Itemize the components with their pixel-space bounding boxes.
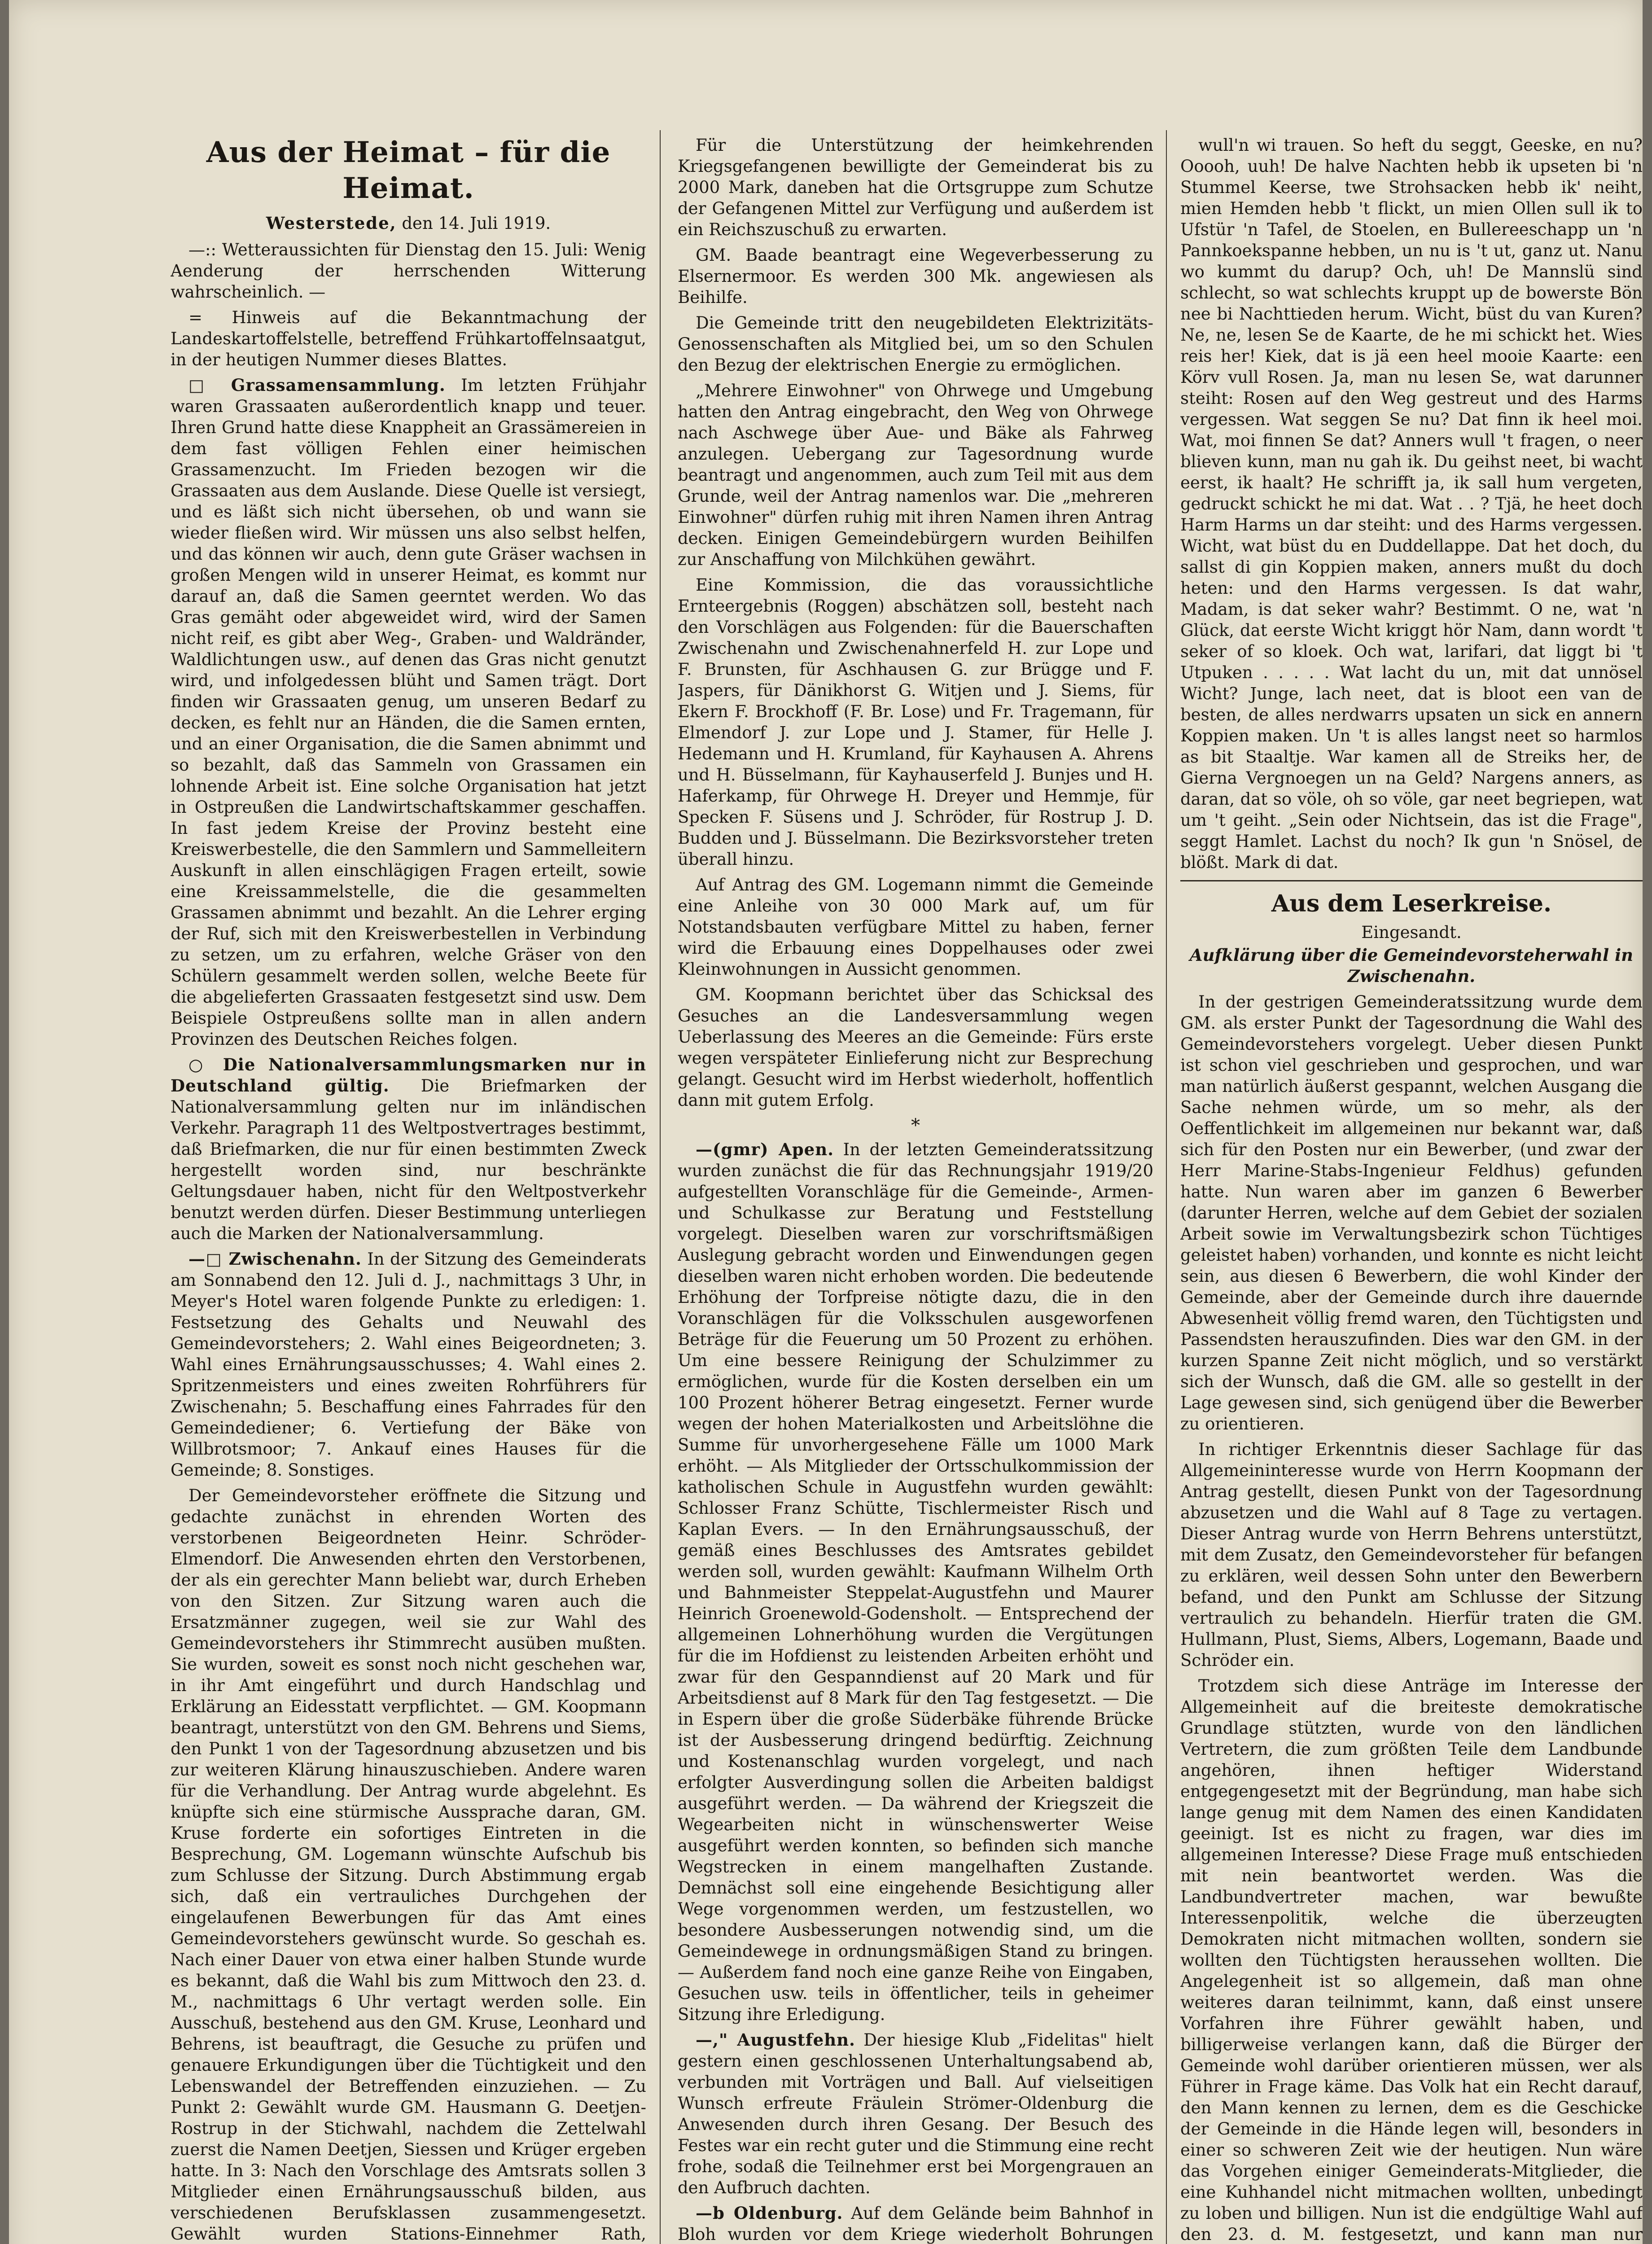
article-text: In der Sitzung des Gemeinderats am Sonnabend den 12. Juli d. J., nachmittags 3 Uhr, in Meyer's Hotel waren folgende Punkte zu erledigen: 1. Festsetzung des Gehalts und Neuwahl des Gemeindevorstehers; 2. Wahl eines Beigeordneten; 3. Wahl eines Ernährungsausschusses; 4. Wahl eines 2. Spritzenmeisters und eines zweiten Rohrführers für Zwischenahn; 5. Beschaffung eines Fahrrades für den Gemeindediener; 6. Vertiefung der Bäke von Willbrotsmoor; 7. Ankauf eines Hauses für die Gemeinde; 8. Sonstiges.: [171, 1249, 646, 1480]
article-paragraph: Für die Unterstützung der heimkehrenden Kriegsgefangenen bewilligte der Gemeinderat bis zu 2000 Mark, daneben hat die Ortsgruppe zum Schutze der Gefangenen Mittel zur Verfügung und außerdem ist ein Reichszuschuß zu erwarten.: [678, 136, 1153, 239]
article-paragraph: [171, 1054, 646, 1244]
column-rule: [1166, 130, 1167, 2244]
article-paragraph: „Mehrere Einwohner" von Ohrwege und Umgebung hatten den Antrag eingebracht, den Weg von Ohrwege nach Aschwege über Aue- und Bäke als Fahrweg anzulegen. Uebergang zur Tagesordnung wurde beantragt und angenommen, auch zum Teil mit aus dem Grunde, weil der Antrag namenlos war. Die „mehreren Einwohner" dürfen ruhig mit ihren Namen ihren Antrag decken. Einigen Gemeindebürgern wurden Beihilfen zur Anschaffung von Milchkühen gewährt.: [678, 381, 1153, 569]
article-paragraph: —:: Wetteraussichten für Dienstag den 15. Juli: Wenig Aenderung der herrschenden Witterung wahrscheinlich. —: [171, 240, 646, 302]
newspaper-page: [9, 0, 1643, 2244]
article-headline: Aufklärung über die Gemeindevorsteherwahl in Zwischenahn.: [1189, 945, 1634, 986]
article-text: Der hiesige Klub „Fidelitas" hielt gestern einen geschlossenen Unterhaltungsabend ab, verbunden mit Vorträgen und Ball. Auf vielseitigen Wunsch erfreute Fräulein Strömer-Oldenburg die Anwesenden durch ihren Gesang. Der Besuch des Festes war ein recht guter und die Stimmung eine recht frohe, sodaß die Teilnehmer erst bei Morgengrauen an den Aufbruch dachten.: [678, 2030, 1153, 2197]
column-1: [171, 135, 646, 2244]
article-paragraph: [678, 2203, 1153, 2244]
article-text: Auf dem Gelände beim Bahnhof in Bloh wurden vor dem Kriege wiederholt Bohrungen: [678, 2204, 1153, 2244]
article-headline: □ Grassamensammlung.: [188, 375, 446, 395]
article-paragraph: GM. Koopmann berichtet über das Schicksal des Gesuches an die Landesversammlung wegen Ueberlassung des Meeres an die Gemeinde: Fürs erste wegen verspäteter Einlieferung nicht zur Besprechung gelangt. Gesucht wird im Herbst wiederholt, hoffentlich dann mit gutem Erfolg.: [678, 985, 1153, 1110]
article-headline: —," Augustfehn.: [696, 2030, 855, 2050]
article-paragraph: Die Gemeinde tritt den neugebildeten Elektrizitäts-Genossenschaften als Mitglied bei, um so den Schulen den Bezug der elektrischen Energie zu ermöglichen.: [678, 313, 1153, 375]
article-paragraph: In richtiger Erkenntnis dieser Sachlage für das Allgemeininteresse wurde von Herrn Koopmann der Antrag gestellt, diesen Punkt von der Tagesordnung abzusetzen und die Wahl auf 8 Tage zu vertagen. Dieser Antrag wurde von Herrn Behrens unterstützt, mit dem Zusatz, den Gemeindevorsteher für befangen zu erklären, weil dessen Sohn unter den Bewerbern befand, und den Punkt am Schlusse der Sitzung vertraulich zu behandeln. Hierfür traten die GM. Hullmann, Plust, Siems, Albers, Logemann, Baade und Schröder ein.: [1180, 1440, 1643, 1670]
article-paragraph: [171, 375, 646, 1050]
article-paragraph: Der Gemeindevorsteher eröffnete die Sitzung und gedachte zunächst in ehrenden Worten des verstorbenen Beigeordneten Heinr. Schröder-Elmendorf. Die Anwesenden ehrten den Verstorbenen, der als ein gerechter Mann beliebt war, durch Erheben von den Sitzen. Zur Sitzung waren auch die Ersatzmänner zugegen, weil sie zur Wahl des Gemeindevorstehers ihr Stimmrecht ausüben mußten. Sie wurden, soweit es sonst noch nicht geschehen war, in ihr Amt eingeführt und durch Handschlag und Erklärung an Eidesstatt verpflichtet. — GM. Koopmann beantragt, unterstützt von den GM. Behrens und Siems, den Punkt 1 von der Tagesordnung abzusetzen und bis zur weiteren Klärung hinauszuschieben. Andere waren für die Verhandlung. Der Antrag wurde abgelehnt. Es knüpfte sich eine stürmische Aussprache daran, GM. Kruse forderte ein sofortiges Eintreten in die Besprechung, GM. Logemann wünschte Aufschub bis zum Schlusse der Sitzung. Durch Abstimmung ergab sich, daß ein vertrauliches Durchgehen der eingelaufenen Bewerbungen für das Amt eines Gemeindevorstehers gewünscht wurde. So geschah es. Nach einer Dauer von etwa einer halben Stunde wurde es bekannt, daß die Wahl bis zum Mittwoch den 23. d. M., nachmittags 6 Uhr vertagt werden solle. Ein Ausschuß, bestehend aus den GM. Kruse, Leonhard und Behrens, ist beauftragt, die Gesuche zu prüfen und genauere Erkundigungen über die Tüchtigkeit und den Lebenswandel der Betreffenden einzuziehen. — Zu Punkt 2: Gewählt wurde GM. Hausmann G. Deetjen-Rostrup in der Stichwahl, nachdem die Zettelwahl zuerst die Namen Deetjen, Siessen und Krüger ergeben hatte. In 3: Nach den Vorschlage des Amtsrats sollen 3 Mitglieder einen Ernährungsausschuß bilden, aus verschiedenen Berufsklassen zusammengesetzt. Gewählt wurden Stations-Einnehmer Rath,: [171, 1486, 646, 2244]
article-text: Die Briefmarken der Nationalversammlung gelten nur im inländischen Verkehr. Paragraph 11 des Weltpostvertrages bestimmt, daß Briefmarken, die nur für einen bestimmten Zweck hergestellt worden sind, nur beschränkte Geltungsdauer haben, nicht für den Weltpostverkehr benutzt werden dürfen. Dieser Bestimmung unterliegen auch die Marken der Nationalversammlung.: [171, 1076, 646, 1243]
article-headline: —□ Zwischenahn.: [188, 1249, 362, 1269]
article-text: Im letzten Frühjahr waren Grassaaten außerordentlich knapp und teuer. Ihren Grund hatte diese Knappheit an Grassämereien in dem fast völligen Fehlen einer heimischen Grassamenzucht. Im Frieden bezogen wir die Grassaaten aus dem Auslande. Diese Quelle ist versiegt, und es läßt sich nicht übersehen, ob und wann sie wieder fließen wird. Wir müssen uns also selbst helfen, und das können wir auch, denn gute Gräser wachsen in großen Mengen wild in unserer Heimat, es kommt nur darauf an, daß die Samen geerntet werden. Wo das Gras gemäht oder abgeweidet wird, wird der Samen nicht reif, es gibt aber Weg-, Graben- und Waldränder, Waldlichtungen usw., auf denen das Gras nicht genutzt wird, und infolgedessen blüht und Samen trägt. Dort finden wir Grassaaten genug, um unseren Bedarf zu decken, es fehlt nur an Händen, die die Samen ernten, und an einer Organisation, die die Samen abnimmt und so bezahlt, daß das Sammeln von Grassamen ein lohnende Arbeit ist. Eine solche Organisation hat jetzt in Ostpreußen die Landwirtschaftskammer geschaffen. In fast jedem Kreise der Provinz besteht eine Kreiswerbestelle, die den Sammlern und Sammelleitern Auskunft in allen einschlägigen Fragen erteilt, sowie eine Kreissammelstelle, die die gesammelten Grassamen abnimmt und bezahlt. An die Lehrer erging der Ruf, sich mit den Kreiswerbestellen in Verbindung zu setzen, um zu erfahren, welche Gräser von den Schülern gesammelt werden sollen, welche Beete für die abgelieferten Grassaaten festgesetzt sind usw. Dem Beispiele Ostpreußens sollte man in allen andern Provinzen des Deutschen Reiches folgen.: [171, 376, 646, 1049]
section-divider: [1180, 880, 1643, 881]
section-masthead: Aus der Heimat – für die Heimat.: [206, 136, 611, 205]
column-rule: [660, 130, 661, 2244]
article-paragraph: [678, 2029, 1153, 2198]
article-paragraph: [678, 1139, 1153, 2025]
article-paragraph: In der gestrigen Gemeinderatssitzung wurde dem GM. als erster Punkt der Tagesordnung die Wahl des Gemeindevorstehers vorgelegt. Ueber diesen Punkt ist schon viel geschrieben und gesprochen, und war man natürlich äußerst gespannt, welchen Ausgang die Sache nehmen würde, um so mehr, als der Oeffentlichkeit im allgemeinen nur bekannt war, daß sich für den Posten nur ein Bewerber, (und zwar der Herr Marine-Stabs-Ingenieur Feldhus) gefunden hatte. Nun waren aber im ganzen 6 Bewerber (darunter Herren, welche auf dem Gebiet der sozialen Arbeit sowie im Verwaltungsbezirk schon Tüchtiges geleistet haben) vorhanden, und konnte es nicht leicht sein, aus diesen 6 Bewerbern, die wohl Kinder der Gemeinde, aber der Gemeinde durch ihre dauernde Abwesenheit völlig fremd waren, den Tüchtigsten und Passendsten herauszufinden. Dies war den GM. in der kurzen Spanne Zeit nicht möglich, und so verstärkt sich der Wunsch, daß die GM. alle so gestellt in der Lage gewesen sind, sich genügend über die Bewerber zu orientieren.: [1180, 992, 1643, 1433]
eingesandt-label: Eingesandt.: [1361, 923, 1462, 942]
dateline-date: den 14. Juli 1919.: [402, 214, 551, 233]
article-paragraph: Auf Antrag des GM. Logemann nimmt die Gemeinde eine Anleihe von 30 000 Mark auf, um für Notstandsbauten verfügbare Mittel zu haben, ferner wird die Erbauung eines Doppelhauses oder zwei Kleinwohnungen in Aussicht genommen.: [678, 875, 1153, 979]
article-paragraph: = Hinweis auf die Bekanntmachung der Landeskartoffelstelle, betreffend Frühkartoffelnsaatgut, in der heutigen Nummer dieses Blattes.: [171, 308, 646, 369]
article-headline: —(gmr) Apen.: [696, 1140, 834, 1159]
article-paragraph: GM. Baade beantragt eine Wegeverbesserung zu Elsernermoor. Es werden 300 Mk. angewiesen als Beihilfe.: [678, 245, 1153, 307]
dateline-place: Westerstede,: [266, 213, 397, 233]
article-headline: —b Oldenburg.: [696, 2203, 843, 2223]
article-text: In der letzten Gemeinderatssitzung wurden zunächst die für das Rechnungsjahr 1919/20 aufgestellten Voranschläge für die Gemeinde-, Armen- und Schulkasse zur Beratung und Feststellung vorgelegt. Dieselben waren zur vorschriftsmäßigen Auslegung gebracht worden und Einwendungen gegen dieselben waren nicht erhoben worden. Die bedeutende Erhöhung der Torfpreise nötigte dazu, die in den Voranschlägen für die Volksschulen ausgeworfenen Beträge für die Feuerung um 50 Prozent zu erhöhen. Um eine bessere Reinigung der Schulzimmer zu ermöglichen, wurde für die Kosten derselben ein um 100 Prozent höherer Betrag eingesetzt. Ferner wurde wegen der hohen Materialkosten und Arbeitslöhne die Summe für unvorhergesehene Fälle um 1000 Mark erhöht. — Als Mitglieder der Ortsschulkommission der katholischen Schule in Augustfehn wurden gewählt: Schlosser Franz Schütte, Tischlermeister Risch und Kaplan Evers. — In den Ernährungsausschuß, der gemäß eines Beschlusses des Amtsrates gebildet werden soll, wurden gewählt: Kaufmann Wilhelm Orth und Bahnmeister Steppelat-Augustfehn und Maurer Heinrich Groenewold-Godensholt. — Entsprechend der allgemeinen Lohnerhöhung wurden die Vergütungen für die im Hofdienst zu leistenden Arbeiten erhöht und zwar für den Gespanndienst auf 20 Mark und für Arbeitsdienst auf 8 Mark für den Tag festgesetzt. — Die in Espern über die große Süderbäke führende Brücke ist der Ausbesserung dringend bedürftig. Zeichnung und Kostenanschlag wurden vorgelegt, und nach erfolgter Ausverdingung sollen die Arbeiten baldigst ausgeführt werden. — Da während der Kriegszeit die Wegearbeiten nicht in wünschenswerter Weise ausgeführt werden konnten, so befinden sich manche Wegstrecken in einem mangelhaften Zustande. Demnächst soll eine eingehende Besichtigung aller Wege vorgenommen werden, um festzustellen, wo besondere Ausbesserungen notwendig sind, um die Gemeindewege in ordnungsmäßigen Stand zu bringen. — Außerdem fand noch eine ganze Reihe von Eingaben, Gesuchen usw. teils in öffentlicher, teils in geheimer Sitzung ihre Erledigung.: [678, 1140, 1153, 2024]
article-paragraph: Eine Kommission, die das voraussichtliche Ernteergebnis (Roggen) abschätzen soll, besteht nach den Vorschlägen aus Folgenden: für die Bauerschaften Zwischenahn und Zwischenahnerfeld H. zur Lope und F. Brunsten, für Aschhausen G. zur Brügge und F. Jaspers, für Dänikhorst G. Witjen und J. Siems, für Ekern F. Brockhoff (F. Br. Lose) und Fr. Tragemann, für Elmendorf J. zur Lope und J. Stamer, für Helle J. Hedemann und H. Krumland, für Kayhausen A. Ahrens und H. Büsselmann, für Kayhauserfeld J. Bunjes und H. Haferkamp, für Ohrwege H. Dreyer und Hemmje, für Specken F. Süsens und J. Schröder, für Rostrup J. D. Budden und J. Büsselmann. Die Bezirksvorsteher treten überall hinzu.: [678, 575, 1153, 869]
section-separator: *: [911, 1115, 920, 1136]
dateline: [171, 213, 646, 234]
article-paragraph: Trotzdem sich diese Anträge im Interesse der Allgemeinheit auf die breiteste demokratische Grundlage stützten, wurde von den ländlichen Vertretern, die zum größten Teile dem Landbunde angehören, ihnen heftiger Widerstand entgegengesetzt mit der Begründung, man habe sich lange genug mit dem Namen des einen Kandidaten geeinigt. Ist es nicht zu fragen, war dies im allgemeinen Interesse? Diese Frage muß entschieden mit nein beantwortet werden. Was die Landbundvertreter machen, war bewußte Interessenpolitik, welche die überzeugten Demokraten nicht mitmachen wollten, sondern sie wollten den Tüchtigsten heraussehen wollten. Die Angelegenheit ist so allgemein, daß man ohne weiteres daran teilnimmt, kann, daß einst unsere Vorfahren ihre Führer gewählt haben, und billigerweise verlangen kann, daß die Bürger der Gemeinde wohl darüber orientieren müssen, wer als Führer in Frage käme. Das Volk hat ein Recht darauf, den Mann kennen zu lernen, dem es die Geschicke der Gemeinde in die Hände legen will, besonders in einer so schweren Zeit wie der heutigen. Nun wäre das Vorgehen einiger Gemeinderats-Mitglieder, die eine Kuhhandel nicht mitmachen wollten, unbedingt zu loben und billigen. Nun ist die endgültige Wahl auf den 23. d. M. festgesetzt, und kann man nur: [1180, 1676, 1643, 2244]
article-paragraph: [171, 1249, 646, 1481]
article-paragraph: wull'n wi trauen. So heft du seggt, Geeske, en nu? Ooooh, uuh! De halve Nachten hebb ik upseten bi 'n Stummel Keerse, twe Strohsacken hebb ik' neiht, mien Hemden hebb 't flickt, un mien Ollen sull ik to Ufstür 'n Tafel, de Stoelen, en Bullereeschapp un 'n Pannkoekspanne hebben, un nu is 't ut, ganz ut. Nanu wo kummt du darup? Och, uh! De Mannslü sind schlecht, so wat schlechts kruppt up de bowerste Bön nee bi Nachttieden herum. Wicht, büst du van Kuren? Ne, ne, lesen Se de Kaarte, de he mi schickt het. Wies reis her! Kiek, dat is jä een heel mooie Kaarte: een Körv vull Rosen. Ja, man nu lesen Se, wat darunner steiht: Rosen auf den Weg gestreut und des Harms vergessen. Wat seggen Se nu? Dat finn ik heel moi. Wat, moi finnen Se dat? Anners wull 't fragen, o neer blieven kunn, man nu gah ik. Du geihst neet, bi wacht eerst, ik haalt? He schrifft ja, ik sall hum vergeten, gedruckt schickt he mi dat. Wat . . ? Tjä, he heet doch Harm Harms un dar steiht: und des Harms vergessen. Wicht, wat büst du en Duddellappe. Dat het doch, du sallst di gin Koppien maken, anners mußt du doch heten: und den Harms vergessen. Is dat wahr, Madam, is dat seker wahr? Bestimmt. O ne, wat 'n Glück, dat eerste Wicht kriggt hör Nam, dann wordt 't seker of so kloek. Och wat, larifari, dat liggt bi 't Utpuken . . . . . Wat lacht du un, mit dat unnösel Wicht? Junge, lach neet, dat is bloot een van de besten, de alles nerdwarrs upsaten un sick en annern Koppien maken. Un 't is alles langst neet so harmlos as bit Staaltje. War kamen all de Streiks her, de Gierna Vergnoegen un na Geld? Nargens anners, as daran, dat so völe, oh so völe, gar neet begriepen, wat um 't geiht. „Sein oder Nichtsein, das ist die Frage", seggt Hamlet. Lachst du noch? Ik gun 'n Snösel, de blößt. Mark di dat.: [1180, 136, 1643, 872]
column-3: [1180, 135, 1643, 2244]
column-2: [678, 135, 1153, 2244]
article-headline: ○ Die Nationalversammlungsmarken nur in Deutschland gültig.: [171, 1055, 646, 1096]
section-title: Aus dem Leserkreise.: [1271, 890, 1552, 917]
